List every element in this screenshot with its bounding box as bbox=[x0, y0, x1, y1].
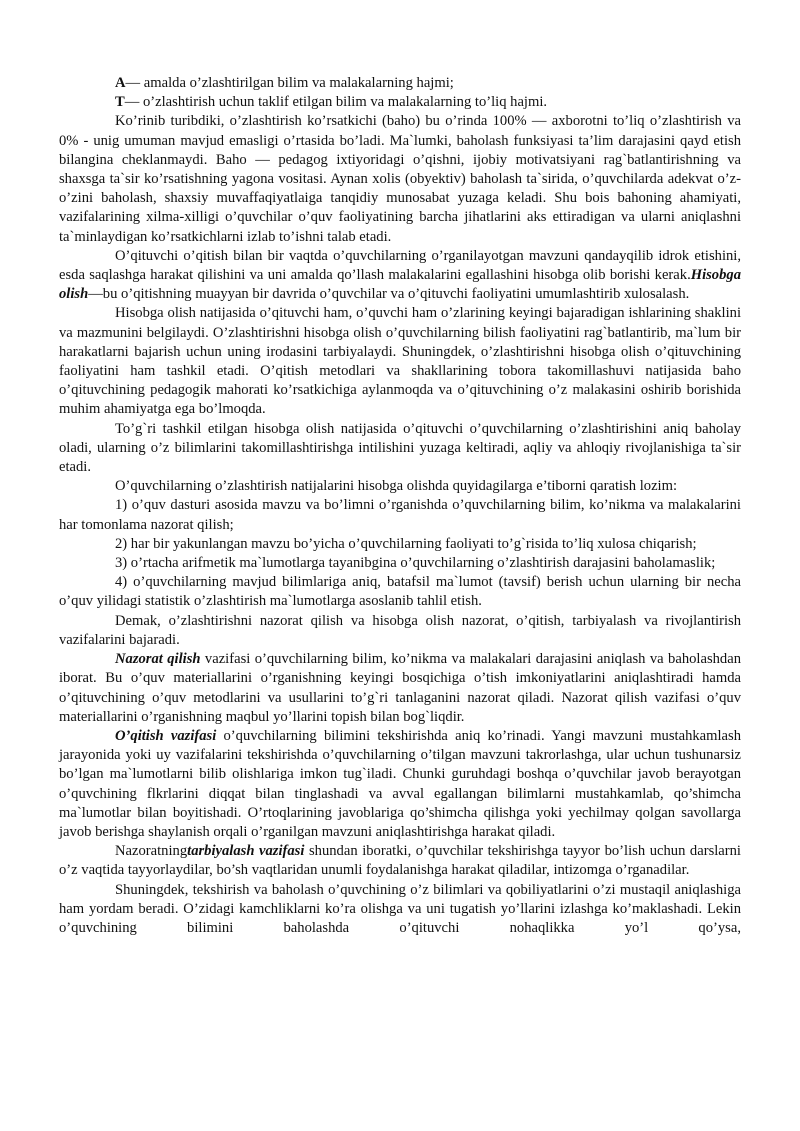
paragraph-text: 4) o’quvchilarning mavjud bilimlariga aniq, batafsil ma`lumot (tavsif) berish uchun ularning bir necha o’quv yilidagi statistik o’zlashtirish ma`lumotlarga asoslanib tahlil etish. bbox=[59, 574, 741, 610]
emphasized-term: O’qitish vazifasi bbox=[115, 727, 217, 744]
paragraph-text: o’quvchilarning bilimini tekshirishda aniq ko’rinadi. Yangi mavzuni mustahkamlash jarayonida yoki uy vazifalarini tekshirishda o’quvchilarning o’tilgan mavzuni takrorlashga, ular uchun tushunarsiz bo’lgan ma`lumotlarni bilib olishlariga imkon tug`iladi. Chunki guruhdagi boshqa o’quvchilar javob berayotgan o’quvchining flkrlarini diqqat bilan tinglashadi va avval egallangan bilimlarni mustahkamlab, qo’shimcha ma`lumotlar bilan boyitishadi. O’rtoqlarining javoblariga qo’shimcha qilishga yoki yechilmay qolgan savollarga javob berishga shaylanish orqali o’rganilgan mavzuni aniqlashtirishga harakat qiladi. bbox=[59, 727, 741, 840]
paragraph bbox=[59, 477, 741, 496]
paragraph-text: 1) o’quv dasturi asosida mavzu va bo’limni o’rganishda o’quvchilarning bilim, ko’nikma va malakalarini har tomonlama nazorat qilish; bbox=[59, 497, 741, 533]
paragraph-text: —bu o’qitishning muayyan bir davrida o’quvchilar va o’qituvchi faoliyatini umumlashtirib xulosalash. bbox=[88, 286, 690, 303]
paragraph-text: Ko’rinib turibdiki, o’zlashtirish ko’rsatkichi (baho) bu o’rinda 100% — axborotni to’liq o’zlashtirish va 0% - unig umuman mavjud emasligi o’rtasida bo’ladi. Ma`lumki, baholash funksiyasi ta’lim darajasini qayd etish bilangina cheklanmaydi. Baho — pedagog ixtiyoridagi o’qishni, ijobiy motivatsiyani rag`batlantirishning va shaxsga ta`sir ko’rsatishning yagona vositasi. Aynan xolis (obyektiv) baholash ta`sirida, o’quvchilarda adekvat o’z-o’zini baholash, shaxsiy muvaffaqiyatlaiga tanqidiy munosabat yuzaga keladi. Shu bois bahoning ahamiyati, vazifalarining xilma-xilligi o’quvchilar o’quv faoliyatining barcha jihatlarini aks ettiradigan va ularni aniqlashni ta`minlaydigan ko’rsatkichlarni izlab to’ishni talab etadi. bbox=[59, 113, 741, 245]
paragraph-text: To’g`ri tashkil etilgan hisobga olish natijasida o’qituvchi o’quvchilarning o’zlashtirishini aniq baholay oladi, ularning o’z bilimlarini takomillashtirishga intilishini yuzaga keltiradi, aqliy va ahloqiy rivojlanishiga ta`sir etadi. bbox=[59, 420, 741, 476]
paragraph bbox=[59, 535, 741, 554]
paragraph bbox=[59, 496, 741, 534]
paragraph bbox=[59, 74, 741, 93]
paragraph-text: O’quvchilarning o’zlashtirish natijalarini hisobga olishda quyidagilarga e’tiborni qaratish lozim: bbox=[115, 478, 678, 495]
paragraph bbox=[59, 881, 741, 939]
paragraph-text: Hisobga olish natijasida o’qituvchi ham, o’quvchi ham o’zlarining keyingi bajaradigan ishlarining shaklini va mazmunini belgilaydi. O’zlashtirishni hisobga olish o’quvchilarning bilish faoliyatini rag`batlantirib, ma`lum bir harakatlarni bajarish uchun uning irodasini tarbiyalaydi. Shuningdek, o’zlashtirishni hisobga olish o’qituvchining faoliyatini ham tashkil etadi. O’qitish metodlari va shakllarining tobora takomillashuvi natijasida baho o’qituvchining pedagogik mahorati ko’rsatkichiga aylanmoqda va o’qituvchining o’z malakasini oshirib borishida muhim ahamiyatga ega bo’lmoqda. bbox=[59, 305, 741, 418]
paragraph bbox=[59, 420, 741, 478]
paragraph bbox=[59, 554, 741, 573]
paragraph-text: O’qituvchi o’qitish bilan bir vaqtda o’quvchilarning o’rganilayotgan mavzuni qandayqilib idrok etishini, esda saqlashga harakat qilishini va uni amalda qo’llash malakalarini egallashini hisobga olib borishi kerak. bbox=[59, 247, 741, 284]
paragraph-text: Shuningdek, tekshirish va baholash o’quvchining o’z bilimlari va qobiliyatlarini o’zi mustaqil aniqlashiga ham yordam beradi. O’zidagi kamchliklarni ko’ra olishga va uni tugatish yo’llarini izlashga ko’maklashadi. Lekin o’quvchining bilimini baholashda o’qituvchi nohaqlikka yo’l qo’ysa, bbox=[59, 881, 741, 936]
paragraph bbox=[59, 727, 741, 842]
paragraph-text: 2) har bir yakunlangan mavzu bo’yicha o’quvchilarning faoliyati to’g`risida to’liq xulosa chiqarish; bbox=[115, 535, 697, 552]
paragraph-text: vazifasi o’quvchilarning bilim, ko’nikma va malakalari darajasini aniqlash va baholashdan iborat. Bu o’quv materiallarini o’rganishning keyingi bosqichiga o’tish imkoniyatlarini aniqlashtiradi hamda o’qituvchining o’quv metodlarini va usullarini to’g`ri tanlaganini nazorat qiladi. Nazorat qilish vazifasi o’quv materiallarini o’rganishning maqbul yo’llarini topish bilan bog`liqdir. bbox=[59, 651, 741, 725]
document-body bbox=[59, 74, 741, 938]
paragraph bbox=[59, 612, 741, 650]
paragraph bbox=[59, 842, 741, 880]
emphasized-term: Nazorat qilish bbox=[115, 651, 201, 668]
paragraph bbox=[59, 304, 741, 419]
bold-term: A bbox=[115, 75, 126, 91]
paragraph-text: Demak, o’zlashtirishni nazorat qilish va hisobga olish nazorat, o’qitish, tarbiyalash va rivojlantirish vazifalarini bajaradi. bbox=[59, 612, 741, 648]
paragraph-text: — amalda o’zlashtirilgan bilim va malakalarning hajmi; bbox=[125, 75, 454, 91]
paragraph bbox=[59, 112, 741, 246]
paragraph-text: Nazoratning bbox=[115, 843, 188, 860]
paragraph bbox=[59, 650, 741, 727]
paragraph-text: shundan iboratki, o’quvchilar tekshirishga tayyor bo’lish uchun darslarni o’z vaqtida tayyorlaydilar, bo’sh vaqtlaridan unumli foydalanishga harakat qiladilar, intizomga o’rganadilar. bbox=[59, 843, 741, 879]
emphasized-term: tarbiyalash vazifasi bbox=[187, 843, 305, 860]
paragraph bbox=[59, 247, 741, 305]
paragraph-text: — o’zlashtirish uchun taklif etilgan bilim va malakalarning to’liq hajmi. bbox=[124, 94, 548, 111]
paragraph bbox=[59, 93, 741, 112]
bold-term: T bbox=[115, 94, 125, 111]
paragraph bbox=[59, 573, 741, 611]
paragraph-text: 3) o’rtacha arifmetik ma`lumotlarga tayanibgina o’quvchilarning o’zlashtirish darajasini baholamaslik; bbox=[115, 555, 716, 572]
emphasized-term: Hisobga olish bbox=[59, 267, 741, 303]
